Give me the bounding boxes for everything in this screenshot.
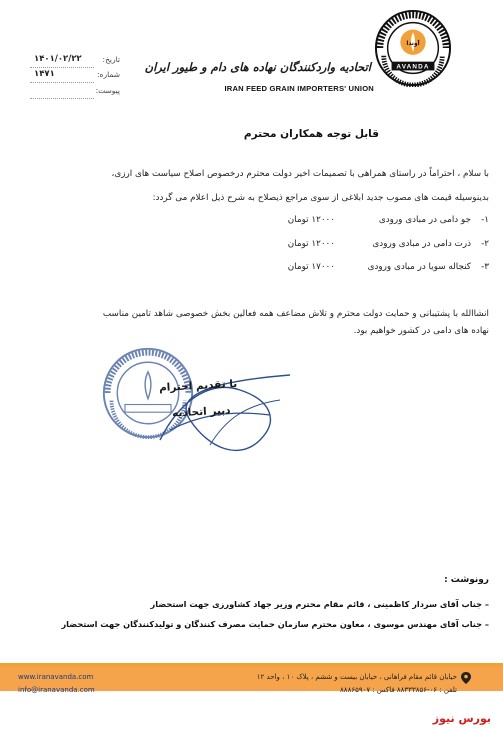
union-name-fa: اتحادیه واردکنندگان نهاده های دام و طیور ایران — [144, 60, 371, 74]
number-value: ۱۴۷۱ — [34, 69, 55, 79]
paragraph-announcement: بدینوسیله قیمت های مصوب جدید ابلاغی از سوی مراجع ذیصلاح به شرح ذیل اعلام می گردد: — [152, 193, 489, 203]
paragraph-closing: انشاالله با پشتیبانی و حمایت دولت محترم و تلاش مضاعف همه فعالین بخش خصوصی شاهد تامین مناسب — [102, 309, 489, 319]
footer-website-link[interactable]: www.iranavanda.com — [18, 673, 94, 681]
paragraph-closing-end: نهاده های دامی در کشور خواهیم بود. — [353, 326, 489, 336]
item-number: ۲- — [481, 239, 489, 249]
watermark-label: بورس نیوز — [432, 712, 491, 725]
cc-title: رونوشت : — [444, 575, 489, 585]
item-price: ۱۲۰۰۰ تومان — [287, 239, 335, 249]
price-item — [288, 215, 489, 225]
date-label: تاریخ: — [102, 55, 120, 64]
union-logo — [374, 9, 452, 87]
cc-recipient: – جناب آقای مهندس موسوی ، معاون محترم سازمان حمایت مصرف کنندگان و تولیدکنندگان جهت استحضار — [61, 619, 489, 629]
number-label: شماره: — [97, 70, 120, 79]
footer-phone: تلفن : ۰۶-۸۸۳۳۳۸۵۶ فاکس : ۸۸۸۶۵۹۰۷ — [340, 686, 457, 694]
paragraph-intro: با سلام ، احتراماً در راستای همراهی با تصمیمات اخیر دولت محترم درخصوص اصلاح سیاست های ارزی، — [111, 169, 489, 179]
date-field — [28, 54, 120, 68]
salutation-heading: قابل توجه همکاران محترم — [243, 128, 379, 140]
item-name: جو دامی در مبادی ورودی — [378, 215, 471, 225]
svg-text:AVANDA: AVANDA — [396, 63, 430, 71]
svg-text:آوندا: آوندا — [406, 41, 420, 48]
item-name: کنجاله سویا در مبادی ورودی — [367, 262, 471, 272]
item-number: ۱- — [481, 215, 489, 225]
cc-recipient: – جناب آقای سردار کاظمینی ، قائم مقام محترم وزیر جهاد کشاورزی جهت استحضار — [150, 599, 489, 609]
attachment-label: پیوست: — [95, 86, 120, 95]
price-item — [288, 262, 489, 272]
union-name-en: IRAN FEED GRAIN IMPORTERS' UNION — [224, 84, 374, 93]
signature-line-respect: با تقدیم احترام — [158, 377, 238, 395]
footer-address: خیابان قائم مقام فراهانی ، خیابان بیست و ششم ، پلاک ۱۰ ، واحد ۱۲ — [256, 673, 457, 681]
location-pin-icon — [461, 672, 471, 684]
attachment-field — [28, 85, 120, 99]
date-value: ۱۴۰۱/۰۲/۲۲ — [34, 54, 82, 64]
footer-email-link[interactable]: info@iranavanda.com — [18, 686, 95, 694]
item-number: ۳- — [481, 262, 489, 272]
signature-line-secretary: دبیر اتحادیه — [172, 404, 232, 420]
item-name: ذرت دامی در مبادی ورودی — [372, 239, 471, 249]
number-field — [28, 69, 120, 83]
item-price: ۱۷۰۰۰ تومان — [287, 262, 335, 272]
item-price: ۱۲۰۰۰ تومان — [287, 215, 335, 225]
price-item — [288, 239, 489, 249]
